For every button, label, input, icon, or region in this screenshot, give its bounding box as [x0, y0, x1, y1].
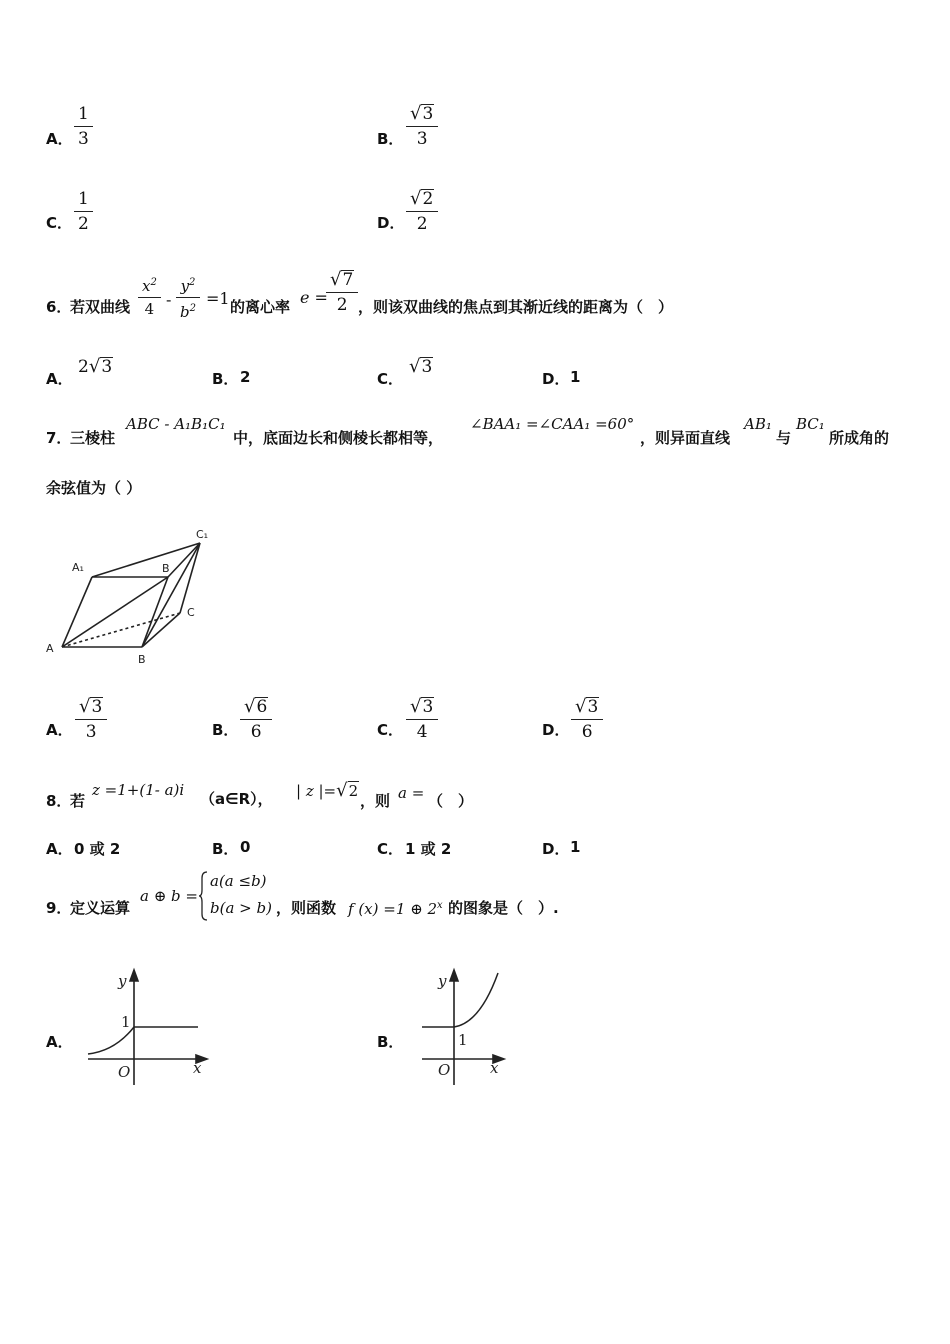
line-ab1: [62, 577, 168, 647]
sqrt: [336, 781, 359, 801]
fraction-bar: [75, 719, 107, 720]
radical-sign: √: [410, 696, 422, 717]
q6-minus: -: [166, 290, 172, 309]
q6-ecc-fraction: [326, 270, 358, 315]
sqrt: [89, 357, 113, 377]
q8-option-d-label: D．: [542, 840, 570, 858]
q8-z-expression: z =1+(1- a)i: [92, 781, 185, 799]
brace-icon: [198, 870, 208, 922]
q6-option-a-label: A．: [46, 370, 73, 388]
numerator: [571, 697, 603, 717]
numerator: [406, 104, 438, 124]
radicand: 3: [421, 357, 433, 377]
q8-option-c-value: 1 或 2: [405, 840, 452, 858]
q7-prism-figure: [40, 525, 220, 670]
fraction-bar: [406, 126, 438, 127]
q7-option-c-fraction: [406, 697, 438, 742]
q9-case-1: a(a ≤b): [210, 872, 267, 890]
q9-option-b-label: B．: [377, 1033, 404, 1051]
numerator: [240, 697, 272, 717]
q7-text-6: 余弦值为（ ）: [46, 479, 142, 497]
denominator: 6: [250, 722, 262, 742]
numerator: [138, 274, 161, 295]
q5-option-a-fraction: [74, 104, 93, 149]
fraction-bar: [138, 297, 161, 298]
radicand: 3: [422, 104, 434, 124]
exponent: 2: [189, 303, 196, 314]
q8-option-a-label: A．: [46, 840, 73, 858]
q8-option-d-value: 1: [570, 838, 581, 856]
y-axis-label: y: [438, 972, 447, 990]
denominator: 2: [78, 214, 89, 234]
q7-line-ab1: AB₁: [744, 415, 772, 433]
q5-option-a-label: A．: [46, 130, 73, 148]
x-axis-label: x: [193, 1059, 202, 1077]
graph-b-plot: [418, 965, 548, 1090]
q7-angle: ∠BAA₁ =∠CAA₁ =60°: [470, 415, 635, 433]
q9-case-2: b(a > b): [210, 899, 272, 917]
var-b: b: [180, 303, 190, 321]
graph-a-plot: [80, 965, 210, 1090]
q9-graph-b: [418, 965, 548, 1090]
q7-line-bc1: BC₁: [796, 415, 825, 433]
radical-sign: √: [79, 696, 91, 717]
q7-option-d-label: D．: [542, 721, 570, 739]
var-y: y: [180, 277, 190, 295]
q8-text-2: ，则: [360, 792, 391, 810]
numerator: [326, 270, 358, 290]
q9-text-3: 的图象是（ ）.: [448, 899, 559, 917]
radical-sign: √: [410, 188, 422, 209]
q5-option-d-label: D．: [377, 214, 405, 232]
q8-abs-expression: [296, 781, 359, 801]
q6-text-1: 若双曲线: [70, 298, 131, 316]
label-c1: C₁: [196, 528, 209, 541]
sqrt: [409, 357, 433, 377]
y-axis-arrow-icon: [450, 970, 458, 981]
q8-option-b-label: B．: [212, 840, 239, 858]
y-axis-arrow-icon: [130, 970, 138, 981]
radical-sign: √: [409, 356, 421, 377]
one-label: 1: [458, 1031, 468, 1049]
q9-number: 9．: [46, 899, 72, 917]
label-a: A: [46, 642, 54, 655]
q6-x-fraction: [138, 274, 161, 318]
q7-option-b-fraction: [240, 697, 272, 742]
q7-text-4: 与: [776, 429, 792, 447]
y-axis-label: y: [118, 972, 127, 990]
q6-y-fraction: [176, 274, 200, 321]
label-b1: B: [162, 562, 170, 575]
exponent: 2: [150, 277, 157, 288]
q8-a-expression: a =: [398, 784, 425, 802]
fraction-bar: [240, 719, 272, 720]
radical-sign: √: [88, 356, 101, 377]
one-label: 1: [121, 1013, 131, 1031]
coefficient: 2: [78, 357, 89, 377]
q9-operation: a ⊕ b =: [140, 887, 198, 905]
fraction-bar: [74, 126, 93, 127]
var-x: x: [142, 277, 151, 295]
q7-number: 7．: [46, 429, 72, 447]
fraction-bar: [74, 211, 93, 212]
radicand: 2: [348, 782, 359, 800]
q6-ecc-e: e =: [300, 288, 328, 307]
denominator: 2: [336, 295, 348, 315]
q9-option-a-label: A．: [46, 1033, 73, 1051]
q8-option-c-label: C．: [377, 840, 404, 858]
radicand: 3: [587, 697, 599, 717]
q9-graph-a: [80, 965, 210, 1090]
radical-sign: √: [575, 696, 587, 717]
q6-option-b-label: B．: [212, 370, 239, 388]
numerator: [406, 189, 438, 209]
q8-option-b-value: 0: [240, 838, 251, 856]
numerator: [406, 697, 438, 717]
q5-option-d-fraction: [406, 189, 438, 234]
denominator: 6: [581, 722, 593, 742]
fraction-bar: [571, 719, 603, 720]
edge-ac-hidden: [62, 613, 180, 647]
q7-text-3: ，则异面直线: [640, 429, 731, 447]
q6-option-d-label: D．: [542, 370, 570, 388]
q7-option-b-label: B．: [212, 721, 239, 739]
var-e: e: [300, 288, 310, 307]
denominator: 3: [85, 722, 97, 742]
function-expr: f (x) =1 ⊕ 2: [348, 900, 438, 918]
curve-exp-part: [88, 1027, 134, 1054]
q7-text-1: 三棱柱: [70, 429, 116, 447]
origin-label: O: [438, 1061, 451, 1079]
numerator: [75, 697, 107, 717]
q9-text-2: ，则函数: [276, 899, 337, 917]
q7-option-d-fraction: [571, 697, 603, 742]
origin-label: O: [118, 1063, 131, 1081]
q6-equals-one: =1: [206, 289, 230, 308]
label-c: C: [187, 606, 195, 619]
radical-sign: √: [244, 696, 256, 717]
prism-diagram: [40, 525, 220, 670]
denominator: 3: [416, 129, 428, 149]
label-a1: A₁: [72, 561, 84, 574]
q6-text-2: 的离心率: [230, 298, 291, 316]
q8-number: 8．: [46, 792, 72, 810]
fraction-bar: [406, 719, 438, 720]
q6-option-d-value: 1: [570, 368, 581, 386]
x-axis-label: x: [490, 1059, 499, 1077]
numerator: 1: [78, 104, 89, 124]
q6-option-c-label: C．: [377, 370, 404, 388]
exponent: 2: [189, 277, 196, 288]
radicand: 6: [256, 697, 268, 717]
q5-option-b-label: B．: [377, 130, 404, 148]
numerator: 1: [78, 189, 89, 209]
q8-text-3: （ ）: [428, 792, 474, 810]
numerator: [177, 274, 200, 295]
radicand: 3: [91, 697, 103, 717]
denominator: 4: [416, 722, 428, 742]
denominator: 4: [144, 300, 155, 318]
radical-sign: √: [410, 103, 422, 124]
q6-option-c-value: [409, 357, 433, 377]
edge-bb1: [142, 577, 168, 647]
q9-text-1: 定义运算: [70, 899, 131, 917]
radical-sign: √: [336, 780, 348, 801]
curve-exp-part: [454, 973, 498, 1027]
abs-z: | z |=: [296, 782, 337, 800]
radicand: 3: [101, 357, 113, 377]
q7-prism: ABC - A₁B₁C₁: [126, 415, 226, 433]
q6-option-a-value: [78, 357, 113, 377]
radical-sign: √: [330, 269, 342, 290]
radicand: 3: [422, 697, 434, 717]
q8-condition: （a∈R），: [200, 790, 273, 808]
q6-text-3: ，则该双曲线的焦点到其渐近线的距离为（ ）: [358, 298, 674, 316]
q9-piecewise-brace: [198, 870, 208, 922]
denominator: [176, 300, 200, 321]
q7-text-2: 中，底面边长和侧棱长都相等，: [233, 429, 444, 447]
q6-option-b-value: 2: [240, 368, 251, 386]
q9-function: [348, 900, 443, 918]
exponent: x: [437, 900, 443, 911]
denominator: 2: [416, 214, 428, 234]
radicand: 7: [342, 270, 354, 290]
q5-option-c-fraction: [74, 189, 93, 234]
fraction-bar: [326, 292, 358, 293]
q6-number: 6．: [46, 298, 72, 316]
q7-text-5: 所成角的: [829, 429, 890, 447]
label-b: B: [138, 653, 146, 666]
q7-option-c-label: C．: [377, 721, 404, 739]
q7-option-a-fraction: [75, 697, 107, 742]
fraction-bar: [406, 211, 438, 212]
denominator: 3: [78, 129, 89, 149]
radicand: 2: [422, 189, 434, 209]
fraction-bar: [176, 297, 200, 298]
q7-option-a-label: A．: [46, 721, 73, 739]
q5-option-b-fraction: [406, 104, 438, 149]
q8-text-1: 若: [70, 792, 86, 810]
q8-option-a-value: 0 或 2: [74, 840, 121, 858]
q5-option-c-label: C．: [46, 214, 73, 232]
